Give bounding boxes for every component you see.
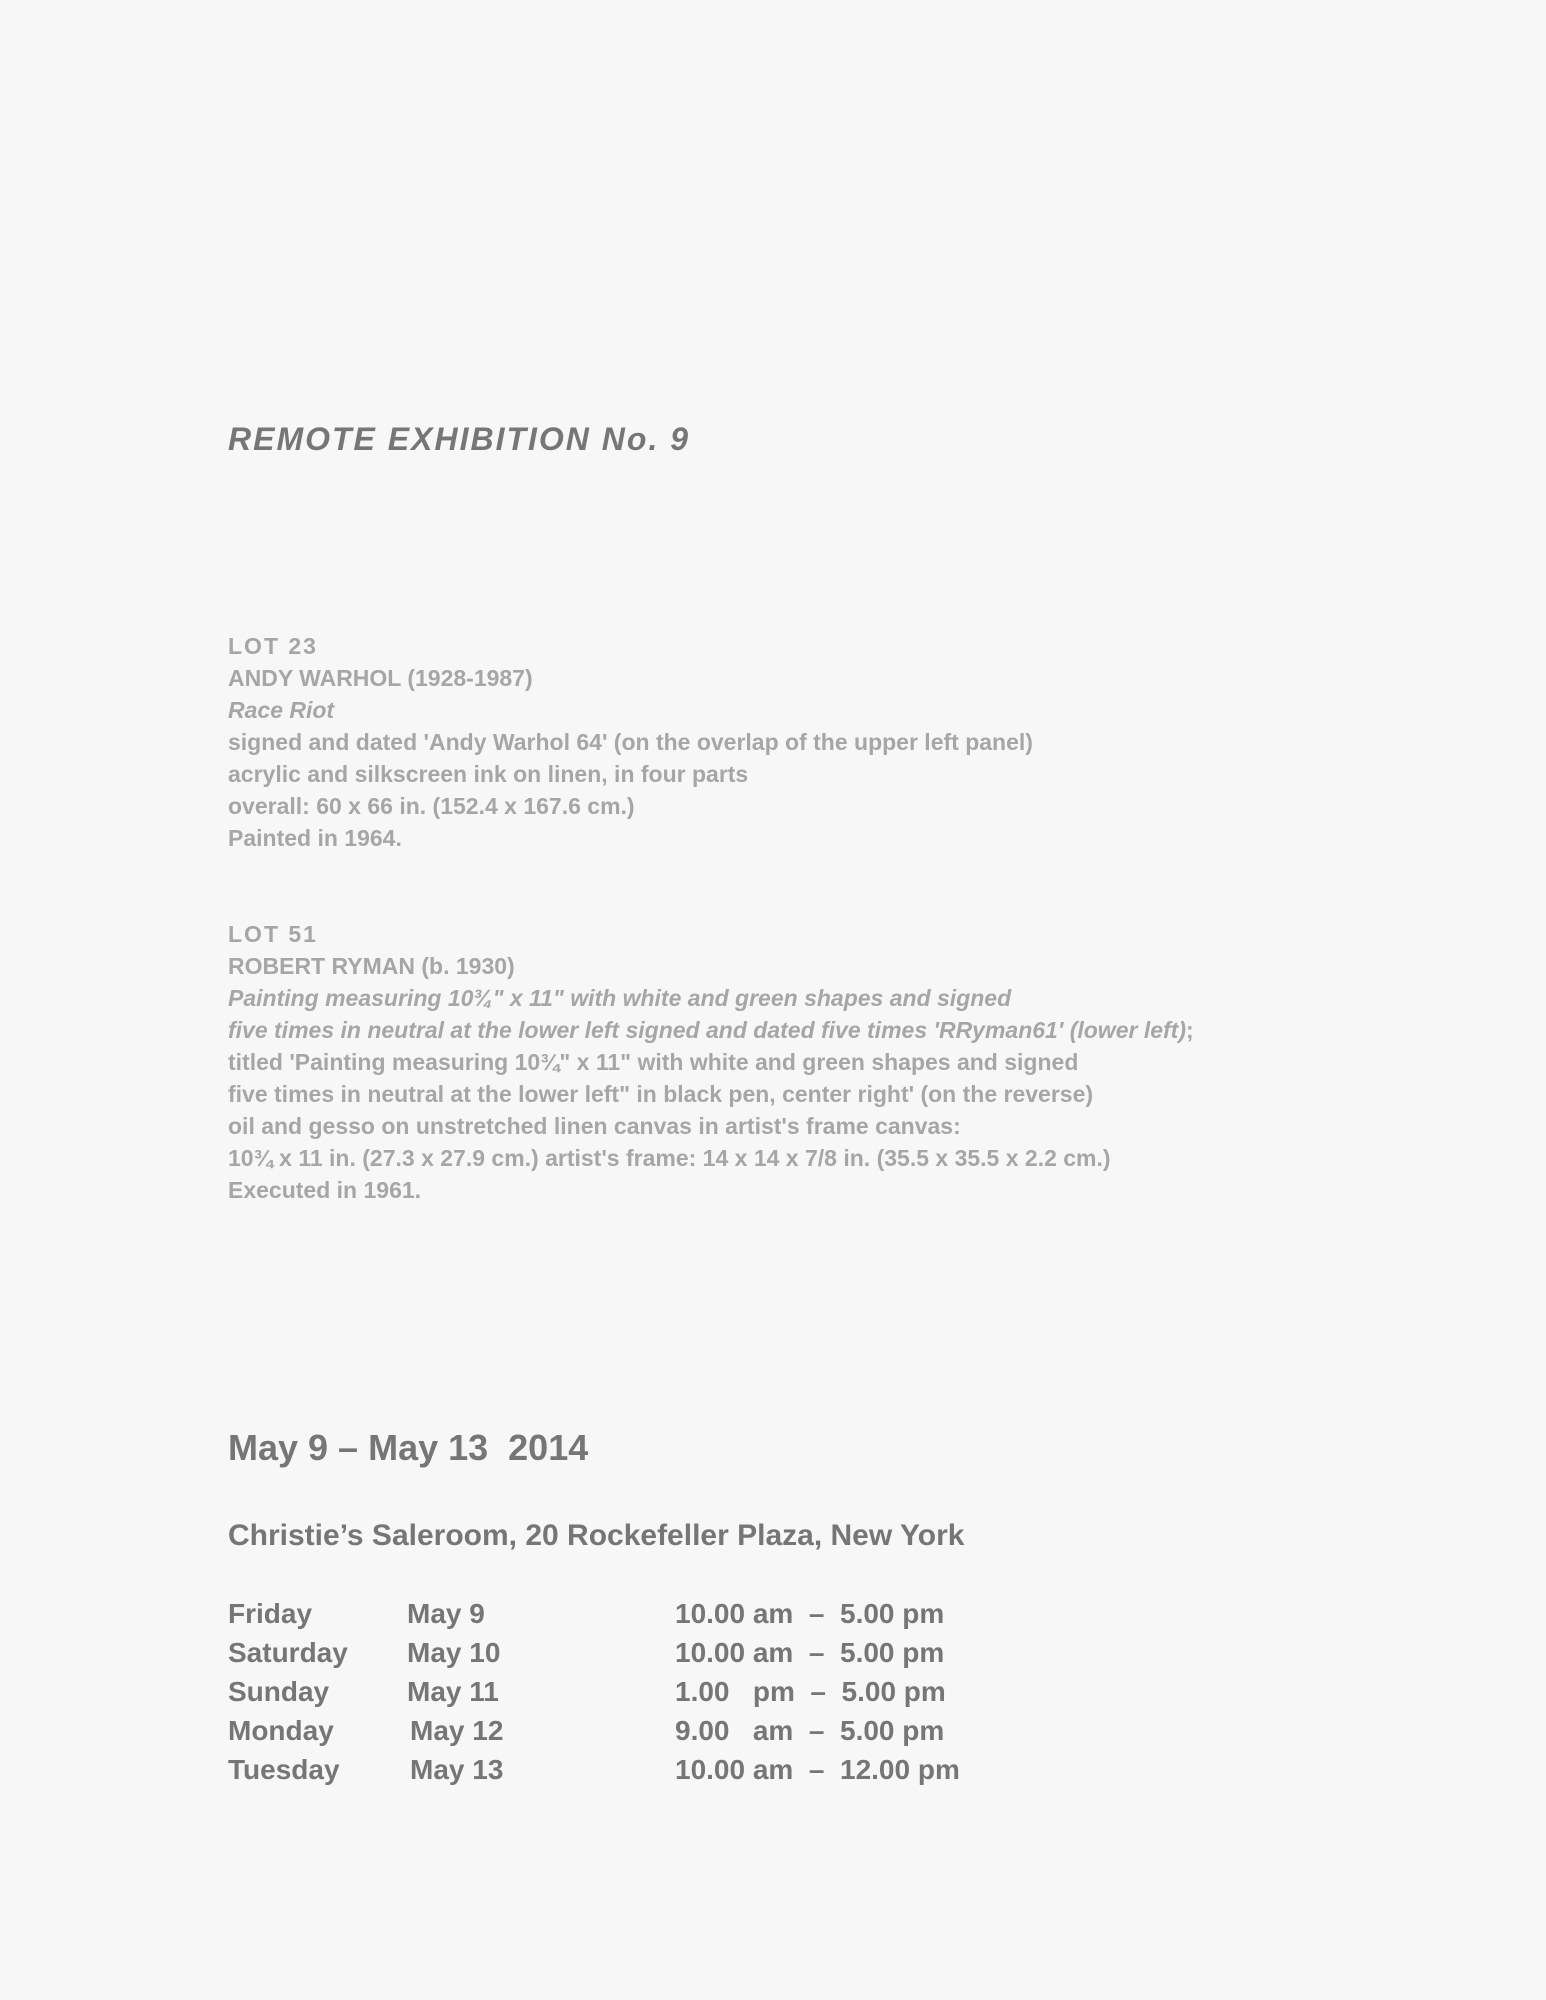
lot-entry-23: [228, 630, 1358, 854]
lot-detail-line: 10¾ x 11 in. (27.3 x 27.9 cm.) artist's frame: 14 x 14 x 7/8 in. (35.5 x 35.5 x 2.2 cm.): [228, 1145, 1111, 1171]
lot-artist: ANDY WARHOL (1928-1987): [228, 665, 533, 691]
schedule-day: Saturday: [228, 1637, 348, 1668]
schedule-date: May 10: [407, 1637, 501, 1668]
lot-number: LOT 23: [228, 633, 318, 659]
schedule-day: Friday: [228, 1598, 313, 1629]
schedule-day: Monday: [228, 1715, 334, 1746]
schedule-time: 1.00 pm – 5.00 pm: [675, 1676, 946, 1707]
schedule-row: [228, 1750, 1128, 1789]
lot-detail-line: overall: 60 x 66 in. (152.4 x 167.6 cm.): [228, 793, 635, 819]
schedule-time: 10.00 am – 12.00 pm: [675, 1754, 960, 1785]
schedule-day: Sunday: [228, 1676, 330, 1707]
lot-detail-line: Painted in 1964.: [228, 825, 402, 851]
lot-detail-line: Executed in 1961.: [228, 1177, 422, 1203]
lot-work-title: Race Riot: [228, 697, 335, 723]
schedule-date: May 9: [407, 1598, 485, 1629]
lot-work-title-line: Painting measuring 10¾" x 11" with white and green shapes and signed: [228, 985, 1012, 1011]
exhibition-title: REMOTE EXHIBITION No. 9: [228, 421, 691, 457]
lot-detail-line: five times in neutral at the lower left" in black pen, center right' (on the reverse): [228, 1081, 1094, 1107]
schedule-row: [228, 1711, 1128, 1750]
lot-detail-line: acrylic and silkscreen ink on linen, in four parts: [228, 761, 749, 787]
schedule-row: [228, 1672, 1128, 1711]
lot-work-title-wrapped: [228, 1014, 1358, 1046]
schedule-row: [228, 1594, 1128, 1633]
schedule-date: May 12: [410, 1715, 504, 1746]
lot-detail-line: oil and gesso on unstretched linen canvas in artist's frame canvas:: [228, 1113, 961, 1139]
document-page: [228, 0, 1358, 2000]
exhibition-venue: Christie’s Saleroom, 20 Rockefeller Plaza, New York: [228, 1519, 965, 1552]
lot-work-title-line: five times in neutral at the lower left signed and dated five times 'RRyman61' (lower left): [228, 1017, 1186, 1043]
schedule-date: May 11: [407, 1676, 499, 1707]
schedule-date: May 13: [410, 1754, 504, 1785]
lot-artist: ROBERT RYMAN (b. 1930): [228, 953, 515, 979]
schedule-row: [228, 1633, 1128, 1672]
schedule-time: 10.00 am – 5.00 pm: [675, 1637, 945, 1668]
lot-entry-51: [228, 918, 1358, 1206]
viewing-schedule: [228, 1594, 1128, 1789]
schedule-time: 9.00 am – 5.00 pm: [675, 1715, 945, 1746]
lot-number: LOT 51: [228, 921, 318, 947]
schedule-time: 10.00 am – 5.00 pm: [675, 1598, 945, 1629]
lot-detail-line: signed and dated 'Andy Warhol 64' (on the overlap of the upper left panel): [228, 729, 1033, 755]
lot-work-title-suffix: ;: [1186, 1017, 1194, 1043]
lot-detail-line: titled 'Painting measuring 10¾" x 11" with white and green shapes and signed: [228, 1049, 1079, 1075]
schedule-day: Tuesday: [228, 1754, 340, 1785]
exhibition-dates: May 9 – May 13 2014: [228, 1427, 589, 1468]
